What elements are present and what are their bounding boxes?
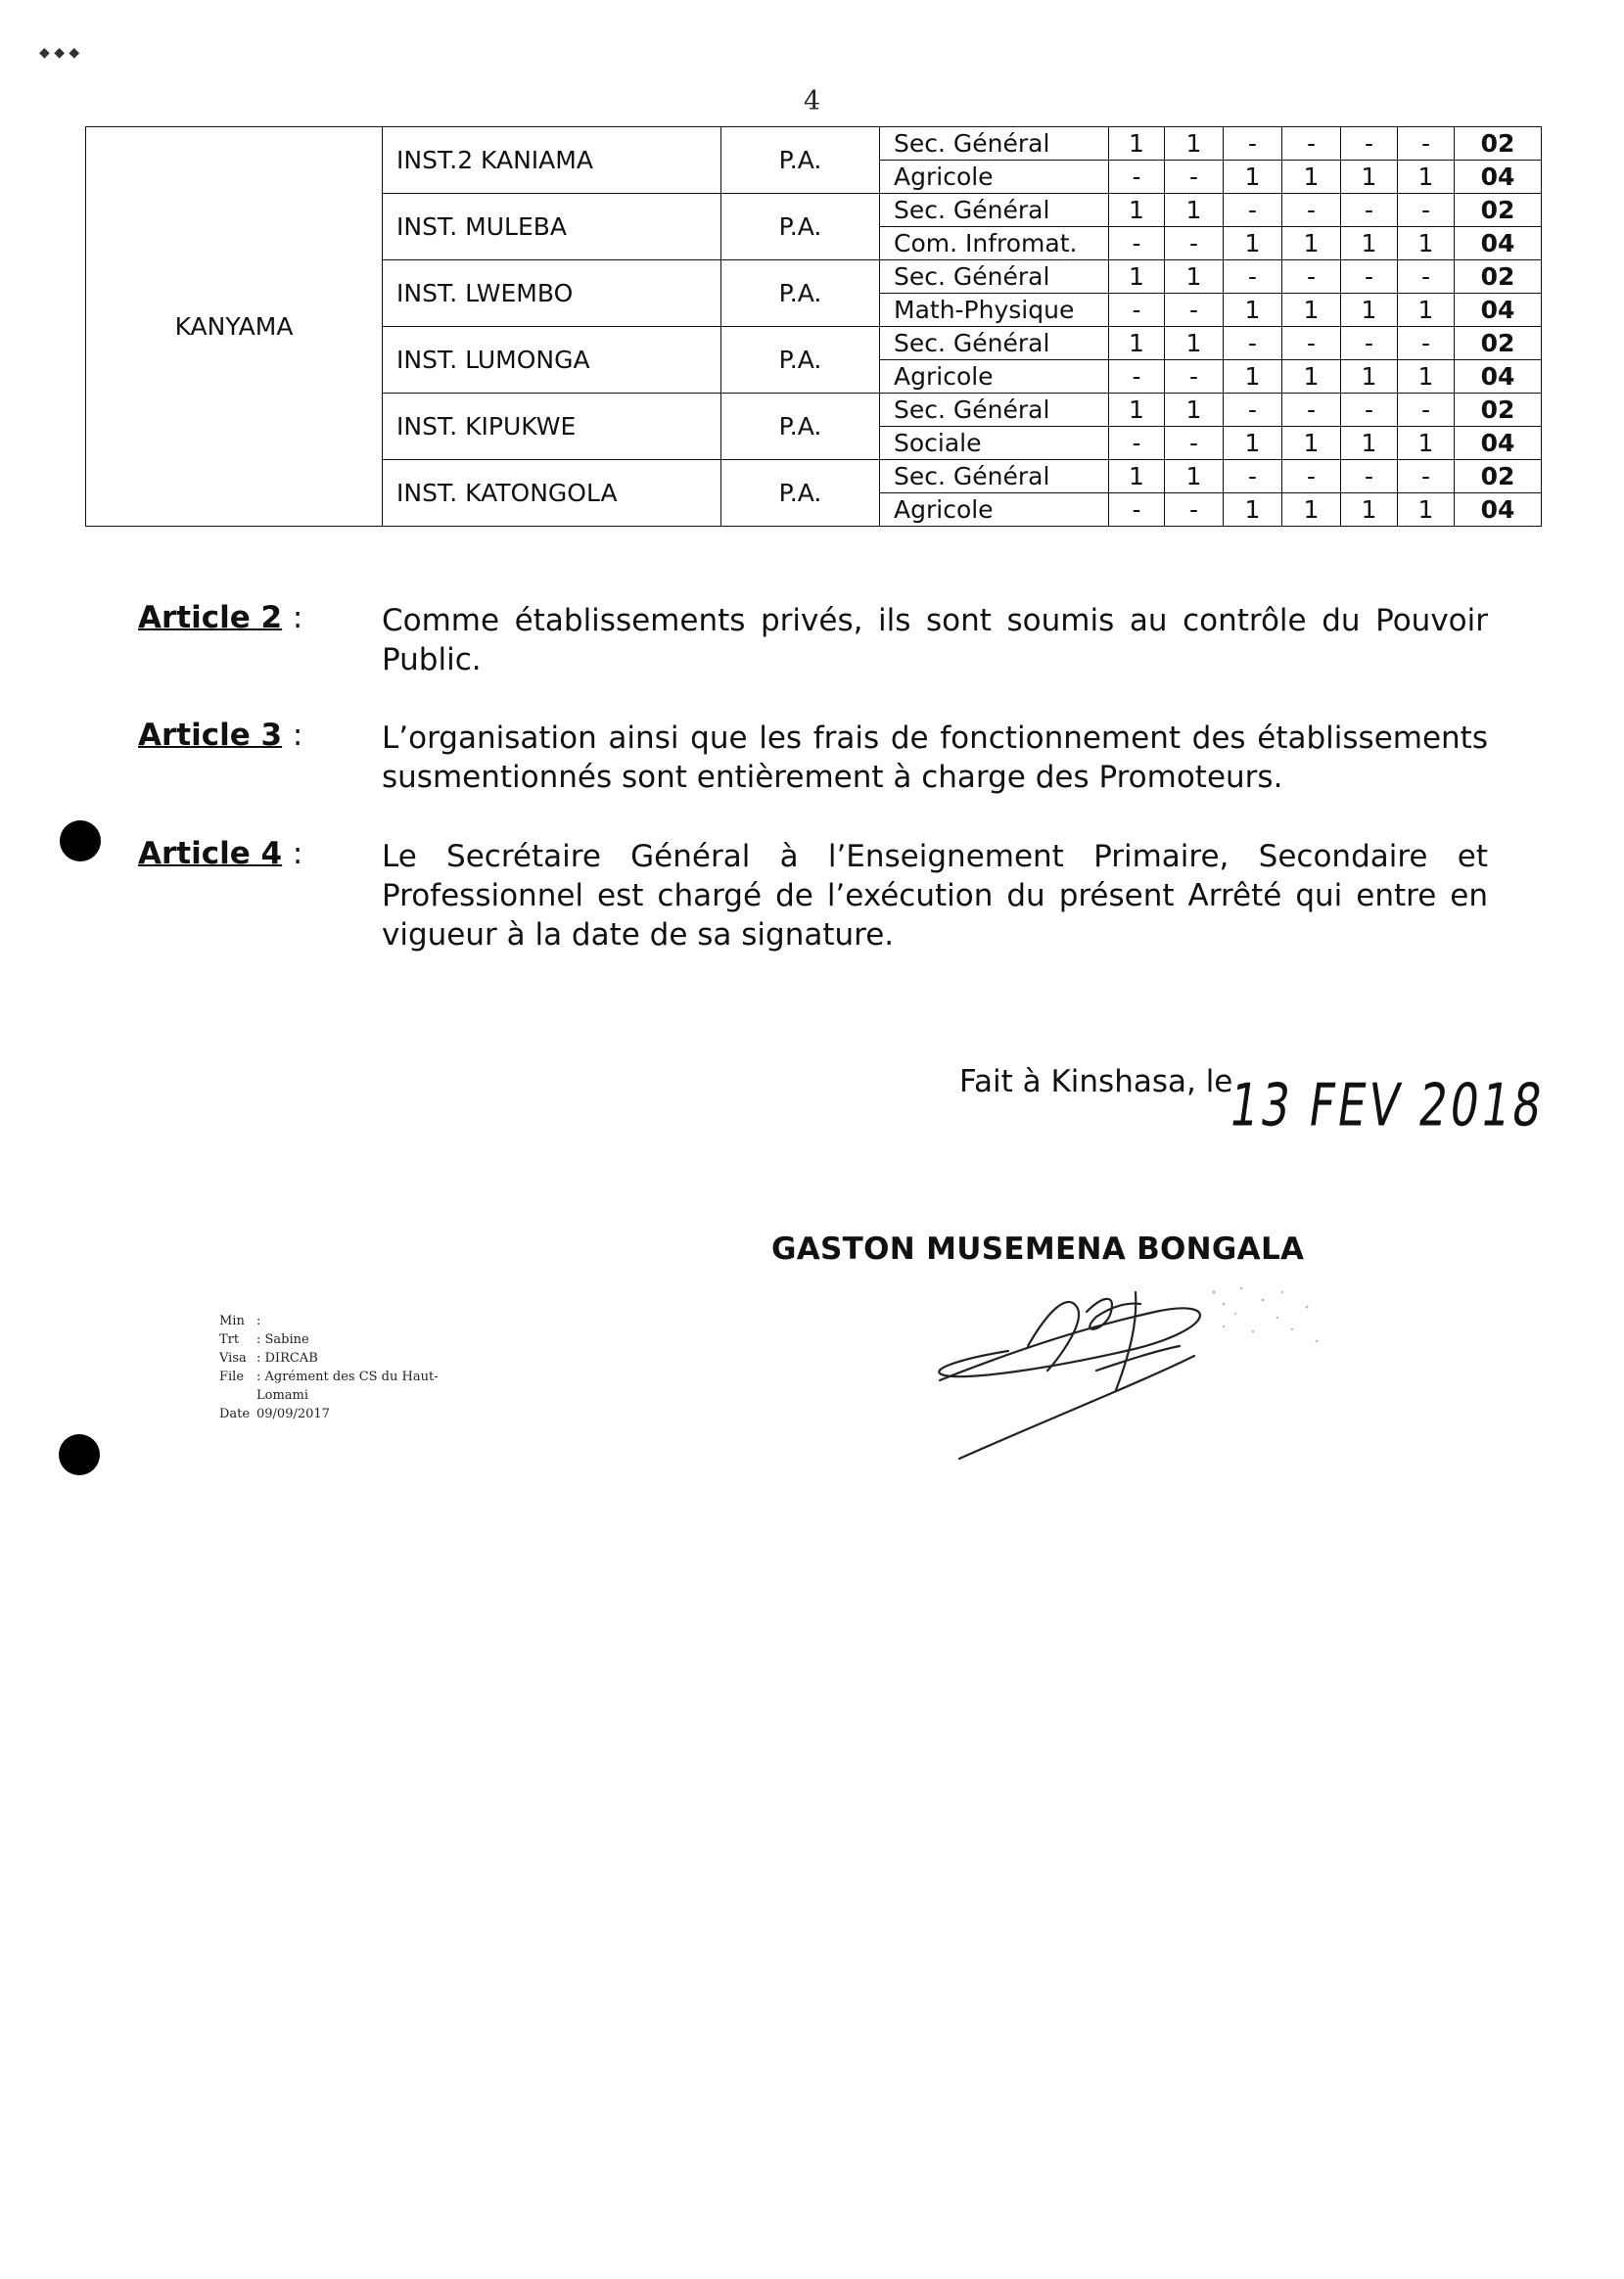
class-count-cell: - [1282, 460, 1341, 493]
total-cell: 04 [1455, 294, 1542, 327]
class-count-cell: 1 [1165, 460, 1224, 493]
article-2-colon: : [292, 600, 303, 635]
class-count-cell: - [1109, 493, 1165, 527]
class-count-cell: - [1341, 460, 1398, 493]
reference-key: Date [219, 1407, 251, 1421]
option-cell: Sec. Général [880, 194, 1109, 227]
class-count-cell: 1 [1109, 260, 1165, 294]
option-cell: Agricole [880, 360, 1109, 394]
class-count-cell: - [1224, 127, 1282, 161]
handwritten-date [1225, 1054, 1550, 1142]
reference-row [219, 1349, 439, 1368]
class-count-cell: 1 [1165, 194, 1224, 227]
class-count-cell: - [1341, 127, 1398, 161]
class-count-cell: - [1165, 360, 1224, 394]
reference-value: : [256, 1314, 261, 1328]
class-count-cell: - [1224, 460, 1282, 493]
school-name-cell: INST. MULEBA [383, 194, 721, 260]
class-count-cell: - [1398, 394, 1455, 427]
school-type-cell: P.A. [721, 194, 880, 260]
class-count-cell: - [1341, 327, 1398, 360]
class-count-cell: 1 [1341, 360, 1398, 394]
option-cell: Sec. Général [880, 394, 1109, 427]
class-count-cell: 1 [1341, 161, 1398, 194]
signer-name: GASTON MUSEMENA BONGALA [771, 1232, 1305, 1267]
total-cell: 02 [1455, 327, 1542, 360]
class-count-cell: 1 [1282, 294, 1341, 327]
reference-key: Trt [219, 1332, 240, 1347]
option-cell: Math-Physique [880, 294, 1109, 327]
school-name-cell: INST. KIPUKWE [383, 394, 721, 460]
total-cell: 04 [1455, 227, 1542, 260]
school-name-cell: INST. LUMONGA [383, 327, 721, 394]
class-count-cell: - [1165, 227, 1224, 260]
class-count-cell: 1 [1109, 327, 1165, 360]
total-cell: 04 [1455, 427, 1542, 460]
class-count-cell: 1 [1109, 127, 1165, 161]
table-row [86, 127, 1542, 161]
reference-key: File [219, 1370, 245, 1384]
school-name-cell: INST.2 KANIAMA [383, 127, 721, 194]
class-count-cell: - [1165, 294, 1224, 327]
reference-row [219, 1405, 439, 1423]
reference-value: : Sabine [256, 1332, 309, 1347]
class-count-cell: 1 [1224, 161, 1282, 194]
article-2-text: Comme établissements privés, ils sont soumis au contrôle du Pouvoir Public. [382, 603, 1488, 677]
class-count-cell: 1 [1224, 493, 1282, 527]
class-count-cell: - [1341, 394, 1398, 427]
class-count-cell: 1 [1282, 227, 1341, 260]
article-4-colon: : [292, 836, 303, 871]
school-name-cell: INST. LWEMBO [383, 260, 721, 327]
reference-value: : Agrément des CS du Haut- [256, 1370, 439, 1384]
reference-block [219, 1312, 439, 1423]
class-count-cell: 1 [1282, 360, 1341, 394]
reference-value: : DIRCAB [256, 1351, 318, 1366]
class-count-cell: 1 [1341, 294, 1398, 327]
article-3-colon: : [292, 718, 303, 753]
class-count-cell: 1 [1282, 161, 1341, 194]
school-type-cell: P.A. [721, 127, 880, 194]
school-type-cell: P.A. [721, 460, 880, 527]
option-cell: Sociale [880, 427, 1109, 460]
total-cell: 02 [1455, 194, 1542, 227]
class-count-cell: - [1398, 460, 1455, 493]
article-3-label [138, 718, 302, 753]
class-count-cell: 1 [1109, 194, 1165, 227]
class-count-cell: - [1109, 294, 1165, 327]
reference-row [219, 1386, 439, 1405]
class-count-cell: - [1398, 127, 1455, 161]
class-count-cell: 1 [1341, 493, 1398, 527]
reference-value: 09/09/2017 [256, 1407, 330, 1421]
article-3-text: L’organisation ainsi que les frais de fonctionnement des établissements susmentionnés sont entièrement à charge des Promoteurs. [382, 721, 1488, 795]
class-count-cell: - [1341, 194, 1398, 227]
total-cell: 02 [1455, 127, 1542, 161]
class-count-cell: - [1282, 127, 1341, 161]
class-count-cell: 1 [1398, 427, 1455, 460]
school-type-cell: P.A. [721, 394, 880, 460]
class-count-cell: - [1398, 194, 1455, 227]
option-cell: Com. Infromat. [880, 227, 1109, 260]
school-type-cell: P.A. [721, 327, 880, 394]
class-count-cell: 1 [1398, 493, 1455, 527]
option-cell: Agricole [880, 493, 1109, 527]
option-cell: Sec. Général [880, 260, 1109, 294]
school-name-cell: INST. KATONGOLA [383, 460, 721, 527]
total-cell: 04 [1455, 161, 1542, 194]
option-cell: Sec. Général [880, 327, 1109, 360]
reference-row [219, 1368, 439, 1386]
class-count-cell: - [1282, 327, 1341, 360]
class-count-cell: 1 [1109, 394, 1165, 427]
handwritten-date-text: 13 FEV 2018 [1225, 1070, 1550, 1140]
class-count-cell: 1 [1165, 394, 1224, 427]
class-count-cell: - [1282, 194, 1341, 227]
class-count-cell: 1 [1165, 260, 1224, 294]
class-count-cell: 1 [1398, 227, 1455, 260]
class-count-cell: 1 [1341, 427, 1398, 460]
total-cell: 02 [1455, 260, 1542, 294]
option-cell: Sec. Général [880, 127, 1109, 161]
class-count-cell: - [1398, 260, 1455, 294]
class-count-cell: 1 [1109, 460, 1165, 493]
reference-row [219, 1312, 439, 1330]
class-count-cell: - [1224, 327, 1282, 360]
school-type-cell: P.A. [721, 260, 880, 327]
class-count-cell: - [1282, 260, 1341, 294]
class-count-cell: - [1109, 227, 1165, 260]
class-count-cell: - [1224, 260, 1282, 294]
territory-cell: KANYAMA [86, 127, 383, 527]
class-count-cell: - [1165, 493, 1224, 527]
class-count-cell: - [1224, 394, 1282, 427]
class-count-cell: 1 [1224, 227, 1282, 260]
class-count-cell: 1 [1282, 493, 1341, 527]
class-count-cell: 1 [1282, 427, 1341, 460]
place-and-date-label: Fait à Kinshasa, le [959, 1064, 1233, 1099]
class-count-cell: - [1282, 394, 1341, 427]
class-count-cell: - [1165, 427, 1224, 460]
total-cell: 02 [1455, 460, 1542, 493]
option-cell: Agricole [880, 161, 1109, 194]
class-count-cell: 1 [1224, 427, 1282, 460]
page-number: 4 [803, 86, 821, 116]
reference-key [219, 1386, 256, 1405]
punch-hole-dot-lower [59, 1434, 100, 1475]
class-count-cell: - [1109, 427, 1165, 460]
class-count-cell: - [1224, 194, 1282, 227]
punch-hole-dot [60, 820, 101, 861]
class-count-cell: - [1398, 327, 1455, 360]
article-2-label [138, 600, 302, 635]
class-count-cell: 1 [1398, 161, 1455, 194]
signature [930, 1253, 1419, 1468]
class-count-cell: 1 [1341, 227, 1398, 260]
reference-row [219, 1330, 439, 1349]
scan-marks: ◆ ◆ ◆ [39, 45, 80, 61]
reference-key: Visa [219, 1351, 247, 1366]
schools-table [85, 126, 1542, 527]
class-count-cell: 1 [1224, 360, 1282, 394]
class-count-cell: - [1341, 260, 1398, 294]
class-count-cell: 1 [1398, 294, 1455, 327]
total-cell: 02 [1455, 394, 1542, 427]
class-count-cell: - [1109, 161, 1165, 194]
class-count-cell: - [1165, 161, 1224, 194]
reference-key: Min [219, 1314, 245, 1328]
article-3-title: Article 3 [138, 718, 283, 753]
class-count-cell: - [1109, 360, 1165, 394]
class-count-cell: 1 [1165, 327, 1224, 360]
option-cell: Sec. Général [880, 460, 1109, 493]
total-cell: 04 [1455, 360, 1542, 394]
class-count-cell: 1 [1398, 360, 1455, 394]
article-4-title: Article 4 [138, 836, 283, 871]
class-count-cell: 1 [1165, 127, 1224, 161]
reference-value: Lomami [256, 1388, 309, 1403]
article-2-title: Article 2 [138, 600, 283, 635]
article-4-text: Le Secrétaire Général à l’Enseignement Primaire, Secondaire et Professionnel est chargé de l’exécution du présent Arrêté qui entre en vigueur à la date de sa signature. [382, 839, 1488, 953]
class-count-cell: 1 [1224, 294, 1282, 327]
article-4-label [138, 836, 302, 871]
total-cell: 04 [1455, 493, 1542, 527]
